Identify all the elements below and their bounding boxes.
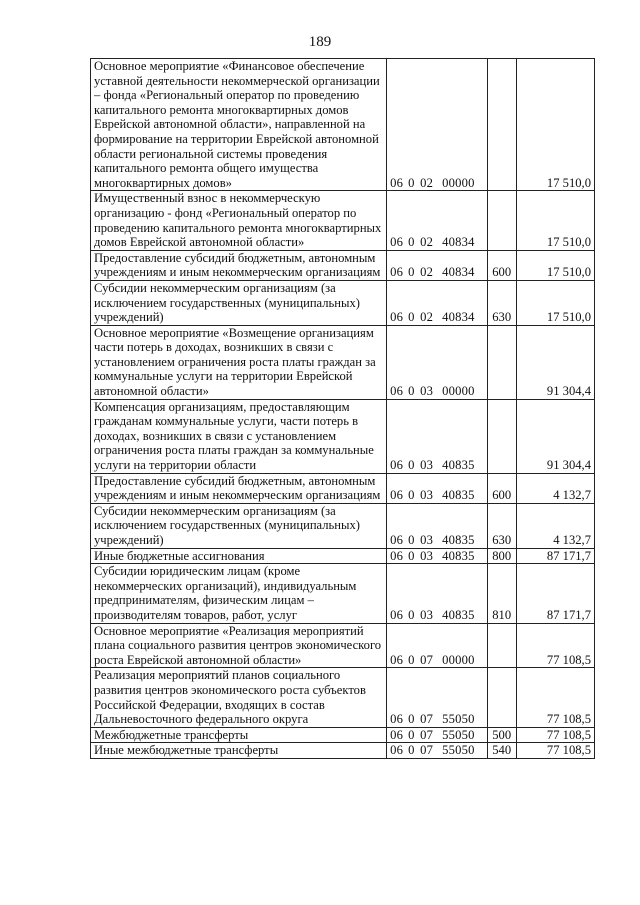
row-sum: 77 108,5 xyxy=(516,623,594,668)
code-program: 06 xyxy=(390,384,404,399)
code-event: 03 xyxy=(420,384,434,399)
row-expense-type: 630 xyxy=(487,503,516,548)
code-program: 06 xyxy=(390,488,404,503)
code-event: 07 xyxy=(420,727,434,742)
row-name: Субсидии некоммерческим организациям (за исключением государственных (муниципальных) учреждений) xyxy=(91,503,387,548)
table-row xyxy=(91,280,595,325)
code-event: 07 xyxy=(420,712,434,727)
row-expense-type xyxy=(487,623,516,668)
row-sum: 77 108,5 xyxy=(516,727,594,743)
row-expense-type xyxy=(487,325,516,399)
row-sum: 4 132,7 xyxy=(516,503,594,548)
row-code xyxy=(387,399,487,473)
table-row xyxy=(91,727,595,743)
row-expense-type xyxy=(487,59,516,191)
code-program: 06 xyxy=(390,548,404,563)
row-name: Межбюджетные трансферты xyxy=(91,727,387,743)
row-sum: 91 304,4 xyxy=(516,399,594,473)
code-subprogram: 0 xyxy=(408,533,415,547)
row-name: Иные бюджетные ассигнования xyxy=(91,548,387,564)
row-sum: 4 132,7 xyxy=(516,473,594,503)
row-code xyxy=(387,280,487,325)
table-row xyxy=(91,473,595,503)
row-code xyxy=(387,623,487,668)
code-subprogram: 0 xyxy=(408,310,415,325)
row-sum: 17 510,0 xyxy=(516,250,594,280)
row-sum: 77 108,5 xyxy=(516,743,594,759)
code-subprogram: 0 xyxy=(408,548,415,563)
row-expense-type xyxy=(487,668,516,727)
row-code xyxy=(387,250,487,280)
code-program: 06 xyxy=(390,712,404,727)
code-direction: 40834 xyxy=(442,265,475,280)
code-event: 02 xyxy=(420,235,434,250)
row-name: Основное мероприятие «Финансовое обеспечение уставной деятельности некоммерческой организации – фонда «Региональный оператор по проведению капитального ремонта многоквартирных домов Еврейской автономной области», направленной на формирование на территории Еврейской автономной области региональной системы проведения капитального ремонта общего имущества многоквартирных домов» xyxy=(91,59,387,191)
row-code xyxy=(387,727,487,743)
code-program: 06 xyxy=(390,743,404,758)
row-code xyxy=(387,473,487,503)
code-subprogram: 0 xyxy=(408,727,415,742)
code-subprogram: 0 xyxy=(408,488,415,503)
code-event: 03 xyxy=(420,533,434,547)
table-row xyxy=(91,743,595,759)
code-direction: 40835 xyxy=(442,533,475,547)
code-event: 03 xyxy=(420,607,434,622)
table-row xyxy=(91,623,595,668)
code-direction: 55050 xyxy=(442,743,475,758)
row-code xyxy=(387,564,487,623)
table-row xyxy=(91,503,595,548)
code-direction: 40834 xyxy=(442,235,475,250)
code-event: 02 xyxy=(420,310,434,325)
code-event: 03 xyxy=(420,548,434,563)
code-subprogram: 0 xyxy=(408,712,415,727)
budget-table-body xyxy=(91,59,595,759)
table-row xyxy=(91,399,595,473)
table-row xyxy=(91,325,595,399)
table-row xyxy=(91,59,595,191)
row-expense-type xyxy=(487,191,516,250)
row-sum: 87 171,7 xyxy=(516,564,594,623)
table-row xyxy=(91,191,595,250)
row-code xyxy=(387,325,487,399)
row-name: Имущественный взнос в некоммерческую организацию - фонд «Региональный оператор по проведению капитального ремонта многоквартирных домов Еврейской автономной области» xyxy=(91,191,387,250)
code-program: 06 xyxy=(390,727,404,742)
code-direction: 00000 xyxy=(442,384,475,399)
code-program: 06 xyxy=(390,652,404,667)
row-sum: 87 171,7 xyxy=(516,548,594,564)
row-code xyxy=(387,668,487,727)
row-expense-type: 630 xyxy=(487,280,516,325)
code-subprogram: 0 xyxy=(408,235,415,250)
code-event: 02 xyxy=(420,265,434,280)
code-subprogram: 0 xyxy=(408,743,415,758)
code-direction: 00000 xyxy=(442,652,475,667)
code-program: 06 xyxy=(390,607,404,622)
row-code xyxy=(387,191,487,250)
row-sum: 17 510,0 xyxy=(516,59,594,191)
code-subprogram: 0 xyxy=(408,652,415,667)
row-name: Основное мероприятие «Реализация мероприятий плана социального развития центров экономического роста Еврейской автономной области» xyxy=(91,623,387,668)
budget-table xyxy=(90,58,595,759)
code-subprogram: 0 xyxy=(408,607,415,622)
code-program: 06 xyxy=(390,458,404,473)
code-direction: 40834 xyxy=(442,310,475,325)
code-event: 07 xyxy=(420,652,434,667)
code-direction: 55050 xyxy=(442,727,475,742)
code-event: 03 xyxy=(420,458,434,473)
row-name: Реализация мероприятий планов социального развития центров экономического роста субъектов Российской Федерации, входящих в состав Дальневосточного федерального округа xyxy=(91,668,387,727)
code-event: 02 xyxy=(420,175,434,190)
code-subprogram: 0 xyxy=(408,384,415,399)
row-name: Субсидии юридическим лицам (кроме некоммерческих организаций), индивидуальным предпринимателям, физическим лицам – производителям товаров, работ, услуг xyxy=(91,564,387,623)
code-program: 06 xyxy=(390,310,404,325)
code-program: 06 xyxy=(390,533,404,547)
code-subprogram: 0 xyxy=(408,458,415,473)
row-expense-type: 600 xyxy=(487,473,516,503)
row-sum: 17 510,0 xyxy=(516,191,594,250)
row-sum: 91 304,4 xyxy=(516,325,594,399)
row-name: Субсидии некоммерческим организациям (за исключением государственных (муниципальных) учреждений) xyxy=(91,280,387,325)
code-event: 07 xyxy=(420,743,434,758)
row-expense-type: 800 xyxy=(487,548,516,564)
code-subprogram: 0 xyxy=(408,265,415,280)
row-sum: 77 108,5 xyxy=(516,668,594,727)
row-name: Предоставление субсидий бюджетным, автономным учреждениям и иным некоммерческим организациям xyxy=(91,473,387,503)
page-number: 189 xyxy=(308,34,332,50)
code-direction: 00000 xyxy=(442,175,475,190)
row-sum: 17 510,0 xyxy=(516,280,594,325)
row-code xyxy=(387,548,487,564)
table-row xyxy=(91,668,595,727)
row-code xyxy=(387,59,487,191)
row-code xyxy=(387,743,487,759)
row-name: Компенсация организациям, предоставляющим гражданам коммунальные услуги, части потерь в доходах, возникших в связи с установлением ограничения роста платы граждан за коммунальные услуги на территории области xyxy=(91,399,387,473)
code-event: 03 xyxy=(420,488,434,503)
row-expense-type: 540 xyxy=(487,743,516,759)
table-row xyxy=(91,250,595,280)
row-name: Иные межбюджетные трансферты xyxy=(91,743,387,759)
row-name: Основное мероприятие «Возмещение организациям части потерь в доходах, возникших в связи с установлением ограничения роста платы граждан за коммунальные услуги на территории Еврейской автономной области» xyxy=(91,325,387,399)
code-program: 06 xyxy=(390,235,404,250)
code-subprogram: 0 xyxy=(408,175,415,190)
row-name: Предоставление субсидий бюджетным, автономным учреждениям и иным некоммерческим организациям xyxy=(91,250,387,280)
row-expense-type xyxy=(487,399,516,473)
code-direction: 40835 xyxy=(442,607,475,622)
code-direction: 55050 xyxy=(442,712,475,727)
row-expense-type: 500 xyxy=(487,727,516,743)
row-code xyxy=(387,503,487,548)
code-direction: 40835 xyxy=(442,488,475,503)
code-program: 06 xyxy=(390,175,404,190)
code-program: 06 xyxy=(390,265,404,280)
row-expense-type: 600 xyxy=(487,250,516,280)
table-row xyxy=(91,564,595,623)
code-direction: 40835 xyxy=(442,458,475,473)
row-expense-type: 810 xyxy=(487,564,516,623)
table-row xyxy=(91,548,595,564)
code-direction: 40835 xyxy=(442,548,475,563)
